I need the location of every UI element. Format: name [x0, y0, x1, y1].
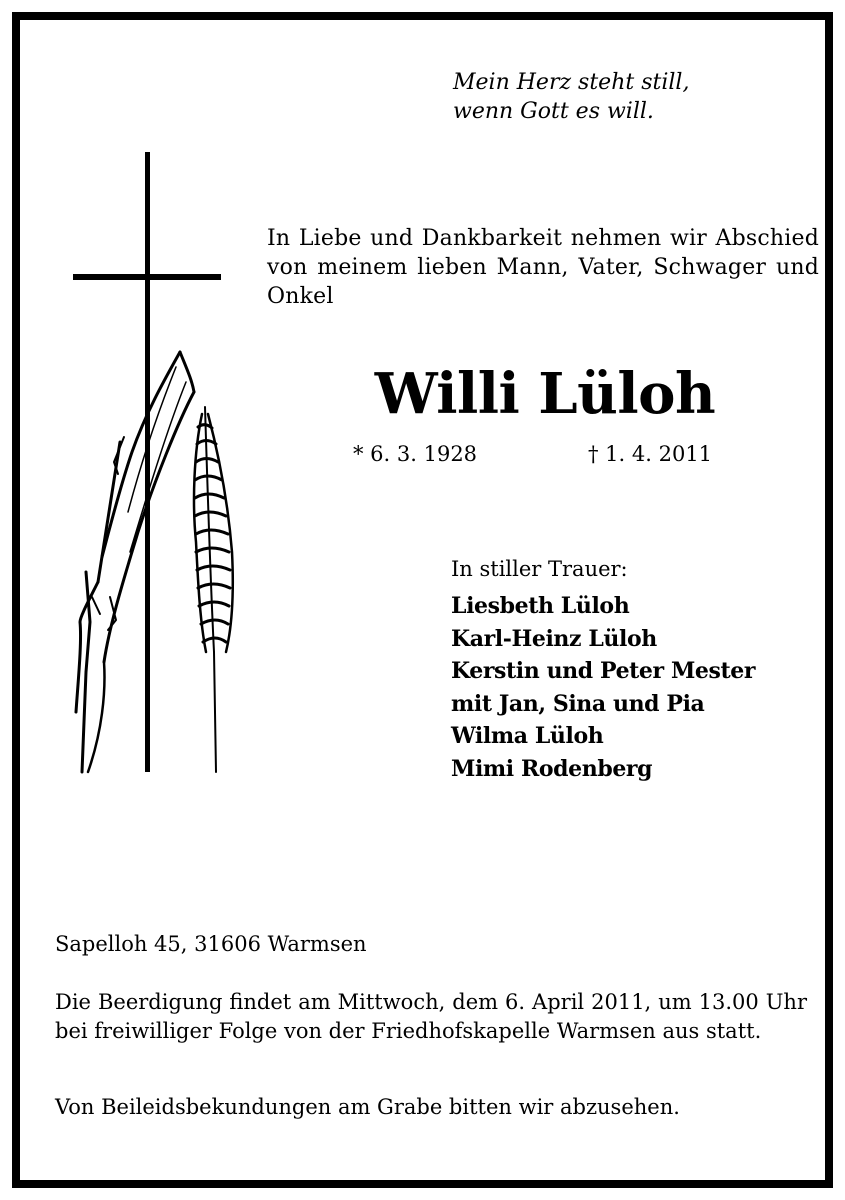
mourning-intro: In stiller Trauer:: [451, 557, 628, 581]
mourner-name: Mimi Rodenberg: [451, 755, 653, 782]
cross-with-wheat-illustration: [58, 152, 248, 792]
wheat-ear-icon: [76, 352, 233, 772]
address: Sapelloh 45, 31606 Warmsen: [55, 932, 367, 956]
condolence-note: Von Beileidsbekundungen am Grabe bitten wir abzusehen.: [55, 1095, 680, 1119]
motto-line-1: Mein Herz steht still,: [453, 70, 690, 95]
funeral-details: Die Beerdigung findet am Mittwoch, dem 6. April 2011, um 13.00 Uhr bei freiwilliger Folge von der Friedhofskapelle Warmsen aus statt.: [55, 990, 807, 1043]
motto-line-2: wenn Gott es will.: [453, 99, 654, 124]
intro-text: In Liebe und Dankbarkeit nehmen wir Abschied von meinem lieben Mann, Vater, Schwager und Onkel: [267, 226, 819, 309]
death-date: † 1. 4. 2011: [588, 442, 713, 466]
motto: [453, 68, 689, 126]
mourner-name: Liesbeth Lüloh: [451, 593, 630, 619]
deceased-name: Willi Lüloh: [374, 361, 716, 427]
mourner-name: mit Jan, Sina und Pia: [451, 690, 705, 717]
mourners-list: [451, 590, 755, 785]
birth-date: * 6. 3. 1928: [353, 442, 478, 466]
mourner-name: Wilma Lüloh: [451, 723, 604, 749]
mourner-name: Karl-Heinz Lüloh: [451, 625, 657, 652]
mourner-name: Kerstin und Peter Mester: [451, 658, 756, 684]
obituary-notice: [12, 12, 833, 1188]
